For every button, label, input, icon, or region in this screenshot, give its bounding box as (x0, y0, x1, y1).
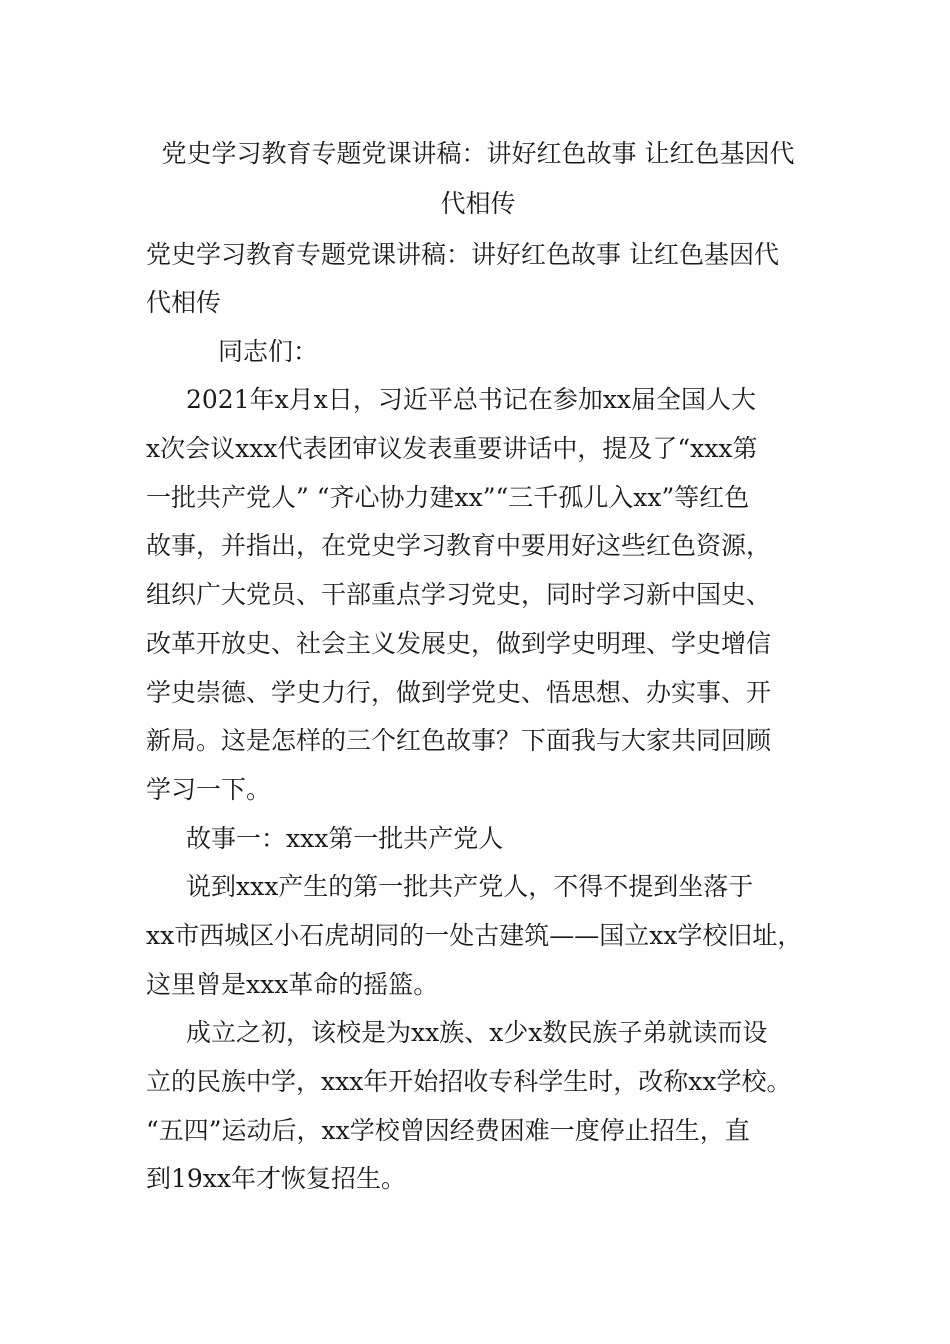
subtitle-line-1: 党史学习教育专题党课讲稿：讲好红色故事 让红色基因代 (146, 240, 779, 269)
paragraph-line: xx市西城区小石虎胡同的一处古建筑——国立xx学校旧址， (146, 921, 803, 950)
salutation: 同志们： (218, 337, 319, 366)
title-line-1: 党史学习教育专题党课讲稿：讲好红色故事 让红色基因代 (161, 139, 795, 168)
document-title (146, 136, 810, 236)
paragraph-line: 故事，并指出，在党史学习教育中要用好这些红色资源， (146, 531, 772, 560)
paragraph-line: 说到xxx产生的第一批共产党人，不得不提到坐落于 (186, 872, 754, 901)
paragraph-line: 学习一下。 (146, 775, 272, 804)
subtitle-line-2: 代相传 (146, 288, 222, 317)
paragraph-line: 到19xx年才恢复招生。 (146, 1164, 407, 1193)
paragraph-line: 学史崇德、学史力行，做到学党史、悟思想、办实事、开 (146, 678, 772, 707)
paragraph-line: 新局。这是怎样的三个红色故事？下面我与大家共同回顾 (146, 726, 772, 755)
paragraph-line: “五四”运动后，xx学校曾因经费困难一度停止招生，直 (146, 1116, 750, 1145)
paragraph-line: 这里曾是xxx革命的摇篮。 (146, 970, 439, 999)
section-heading: 故事一：xxx第一批共产党人 (186, 824, 504, 853)
paragraph-line: 组织广大党员、干部重点学习党史，同时学习新中国史、 (146, 580, 772, 609)
paragraph-line: 一批共产党人” “齐心协力建xx”“三千孤儿入xx”等红色 (146, 483, 750, 512)
paragraph-line: 改革开放史、社会主义发展史，做到学史明理、学史增信 (146, 629, 772, 658)
paragraph-line: x次会议xxx代表团审议发表重要讲话中，提及了“xxx第 (146, 434, 758, 463)
title-line-2: 代相传 (440, 189, 516, 218)
paragraph-line: 立的民族中学，xxx年开始招收专科学生时，改称xx学校。 (146, 1067, 792, 1096)
paragraph-line: 2021年x月x日，习近平总书记在参加xx届全国人大 (186, 385, 757, 414)
paragraph-line: 成立之初，该校是为xx族、x少x数民族子弟就读而设 (186, 1018, 768, 1047)
